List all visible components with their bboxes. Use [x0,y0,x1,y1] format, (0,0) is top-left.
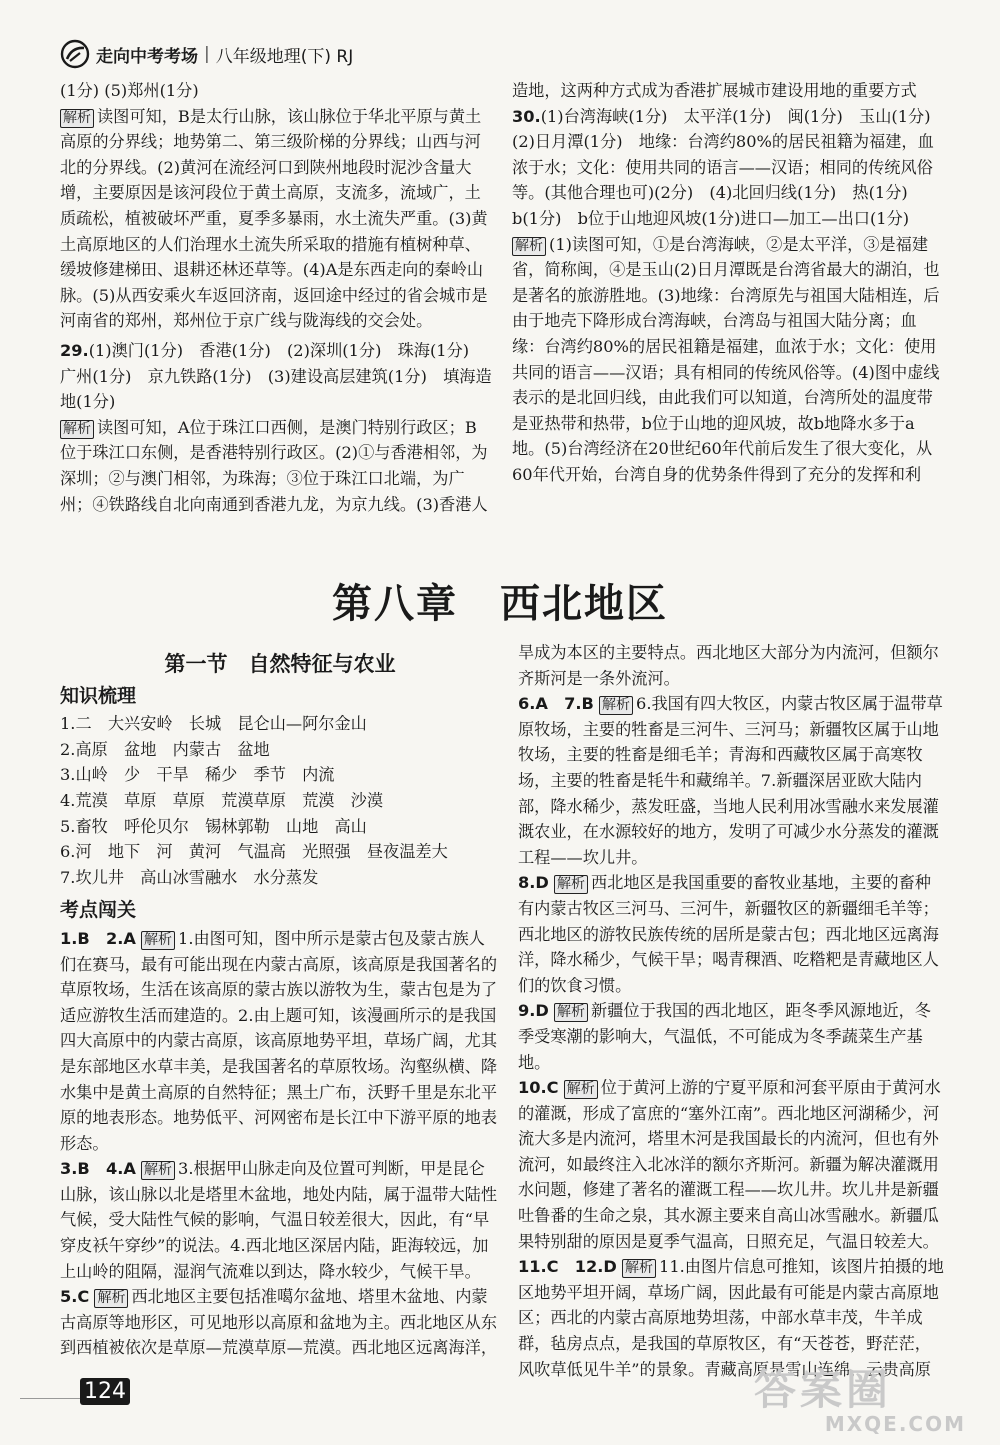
analysis-tag: 解析 [60,109,94,128]
analysis-tag: 解析 [141,1161,175,1180]
analysis-paragraph: 解析 读图可知，A位于珠江口西侧，是澳门特别行政区；B位于珠江口东侧，是香港特别行政区。(2)①与香港相邻，为深圳；②与澳门相邻，为珠海；③位于珠江口北端，为广州；④铁路线自北向南通到香港九龙，为京九线。(3)香港人 [60,417,488,514]
knowledge-item: 2.高原 盆地 内蒙古 盆地 [60,739,270,759]
question-number: 30. [512,106,541,126]
brand-logo-icon [60,39,90,69]
bottom-right-column [518,640,944,1378]
checkpoint-item: 1.B 2.A 解析 1.由图可知，图中所示是蒙古包及蒙古族人们在赛马，最有可能出现在内蒙古高原，该高原是我国著名的草原牧场，生活在该高原的蒙古族以游牧为生，蒙古包是为了适应游牧生活而建造的。2.由上题可知，该漫画所示的是我国四大高原中的内蒙古高原，该高原地势平坦，草场广阔，尤其是东部地区水草丰美，是我国著名的草原牧场。沟壑纵横、降水集中是黄土高原的自然特征；黑土广布，沃野千里是东北平原的地表形态。地势低平、河网密布是长江中下游平原的地表形态。 [60,928,498,1153]
answer-item: 8.D 解析 西北地区是我国重要的畜牧业基地，主要的畜种有内蒙古牧区三河马、三河牛，新疆牧区的新疆细毛羊等；西北地区的游牧民族传统的居所是蒙古包；西北地区远离海洋，降水稀少，气候干旱；喝青稞酒、吃糌粑是青藏地区人们的饮食习惯。 [518,873,939,995]
answer-line: (1分) (5)郑州(1分) [60,81,199,100]
top-right-column [512,78,947,490]
brand-name: 走向中考考场 [96,46,198,67]
analysis-tag: 解析 [60,420,94,439]
answer-30: 30.(1)台湾海峡(1分) 太平洋(1分) 闽(1分) 玉山(1分) (2)日月潭(1分) 地缘：台湾约80%的居民祖籍为福建，血浓于水；文化：使用共同的语言——汉语；相同的传统风俗等。(其他合理也可)(2分) (4)北回归线(1分) 热(1分) b(1分) b位于山地迎风坡(1分)进口—加工—出口(1分) [512,106,947,228]
analysis-tag: 解析 [512,237,546,256]
chapter-title: 第八章 西北地区 [332,581,668,627]
watermark-text: 答案圈 [754,1365,893,1414]
knowledge-item: 1.二 大兴安岭 长城 昆仑山—阿尔金山 [60,714,367,734]
top-left-column [60,78,492,517]
continued-line: 旱成为本区的主要特点。西北地区大部分为内流河，但额尔齐斯河是一条外流河。 [518,643,939,688]
analysis-tag: 解析 [94,1289,128,1308]
analysis-tag: 解析 [554,1003,588,1022]
book-subtitle: 八年级地理(下) RJ [215,46,354,67]
watermark-logo [754,1365,974,1436]
analysis-tag: 解析 [141,931,175,950]
analysis-tag: 解析 [564,1080,598,1099]
checkpoint-item: 3.B 4.A 解析 3.根据甲山脉走向及位置可判断，甲是昆仑山脉，该山脉以北是塔里木盆地，地处内陆，属于温带大陆性气候，受大陆性气候的影响，气温日较差很大，因此，有“早穿皮袄午穿纱”的说法。4.西北地区深居内陆，距海较远，加上山岭的阻隔，湿润气流难以到达，降水较少，气候干旱。 [60,1159,498,1281]
knowledge-item: 6.河 地下 河 黄河 气温高 光照强 昼夜温差大 [60,842,448,862]
answer-item: 9.D 解析 新疆位于我国的西北地区，距冬季风源地近，冬季受寒潮的影响大，气温低，不可能成为冬季蔬菜生产基地。 [518,1001,931,1072]
answer-29: 29.(1)澳门(1分) 香港(1分) (2)深圳(1分) 珠海(1分) 广州(1分) 京九铁路(1分) (3)建设高层建筑(1分) 填海造地(1分) [60,340,492,412]
checkpoint-heading: 考点闯关 [60,899,137,922]
footer-rule [20,1398,80,1399]
knowledge-heading: 知识梳理 [60,684,137,707]
answer-item: 10.C 解析 位于黄河上游的宁夏平原和河套平原由于黄河水的灌溉，形成了富庶的“塞外江南”。西北地区河湖稀少，河流大多是内流河，塔里木河是我国最长的内流河，但也有外流河，如最终注入北冰洋的额尔齐斯河。新疆为解决灌溉用水问题，修建了著名的灌溉工程——坎儿井。坎儿井是新疆吐鲁番的生命之泉，其水源主要来自高山冰雪融水。新疆瓜果特别甜的原因是夏季气温高，日照充足，气温日较差大。 [518,1078,941,1251]
header-separator: | [204,44,210,64]
analysis-tag: 解析 [554,875,588,894]
knowledge-item: 5.畜牧 呼伦贝尔 锡林郭勒 山地 高山 [60,816,367,836]
knowledge-item: 7.坎儿井 高山冰雪融水 水分蒸发 [60,867,319,887]
checkpoint-item: 5.C 解析 西北地区主要包括准噶尔盆地、塔里木盆地、内蒙古高原等地形区，可见地形以高原和盆地为主。西北地区从东到西植被依次是草原—荒漠草原—荒漠。西北地区远离海洋， [60,1287,498,1358]
analysis-tag: 解析 [599,696,633,715]
header [60,38,353,70]
analysis-tag: 解析 [622,1259,656,1278]
analysis-paragraph: 解析 (1)读图可知，①是台湾海峡，②是太平洋，③是福建省，简称闽，④是玉山(2)日月潭既是台湾省最大的湖泊，也是著名的旅游胜地。(3)地缘：台湾原先与祖国大陆相连，后由于地壳下降形成台湾海峡，台湾岛与祖国大陆分离；血缘：台湾约80%的居民祖籍是福建，血浓于水；文化：使用共同的语言——汉语；具有相同的传统风俗等。(4)图中虚线表示的是北回归线，由此我们可以知道，台湾所处的温度带是亚热带和热带，b位于山地的迎风坡，故b地降水多于a地。(5)台湾经济在20世纪60年代前后发生了很大变化，从60年代开始，台湾自身的优势条件得到了充分的发挥和利 [512,234,940,484]
section-title: 第一节 自然特征与农业 [164,652,396,676]
knowledge-item: 4.荒漠 草原 草原 荒漠草原 荒漠 沙漠 [60,790,384,810]
continued-line: 造地，这两种方式成为香港扩展城市建设用地的重要方式 [512,81,917,100]
question-number: 29. [60,340,89,360]
bottom-left-column [60,648,500,1360]
knowledge-item: 3.山岭 少 干旱 稀少 季节 内流 [60,765,335,785]
page-number: 124 [80,1378,130,1405]
analysis-paragraph: 解析 读图可知，B是太行山脉，该山脉位于华北平原与黄土高原的分界线；地势第二、第三级阶梯的分界线；山西与河北的分界线。(2)黄河在流经河口到陕州地段时泥沙含量大增，主要原因是该河段位于黄土高原，支流多，流域广，土质疏松，植被破坏严重，夏季多暴雨，水土流失严重。(3)黄土高原地区的人们治理水土流失所采取的措施有植树种草、缓坡修建梯田、退耕还林还草等。(4)A是东西走向的秦岭山脉。(5)从西安乘火车返回济南，返回途中经过的省会城市是河南省的郑州，郑州位于京广线与陇海线的交会处。 [60,106,488,331]
answer-item: 6.A 7.B 解析 6.我国有四大牧区，内蒙古牧区属于温带草原牧场，主要的牲畜是三河牛、三河马；新疆牧区属于山地牧场，主要的牲畜是细毛羊；青海和西藏牧区属于高寒牧场，主要的牲畜是牦牛和藏绵羊。7.新疆深居亚欧大陆内部，降水稀少，蒸发旺盛，当地人民利用冰雪融水来发展灌溉农业，在水源较好的地方，发明了可减少水分蒸发的灌溉工程——坎儿井。 [518,694,943,867]
watermark-url: MXQE.COM [824,1412,966,1436]
answer-item: 11.C 12.D 解析 11.由图片信息可推知，该图片拍摄的地区地势平坦开阔，草场广阔，因此最有可能是内蒙古高原地区；西北的内蒙古高原地势坦荡，中部水草丰茂，牛羊成群，毡房点点，是我国的草原牧区，有“天苍苍，野茫茫，风吹草低见牛羊”的景象。青藏高原是雪山连绵，云贵高原 [518,1257,944,1378]
